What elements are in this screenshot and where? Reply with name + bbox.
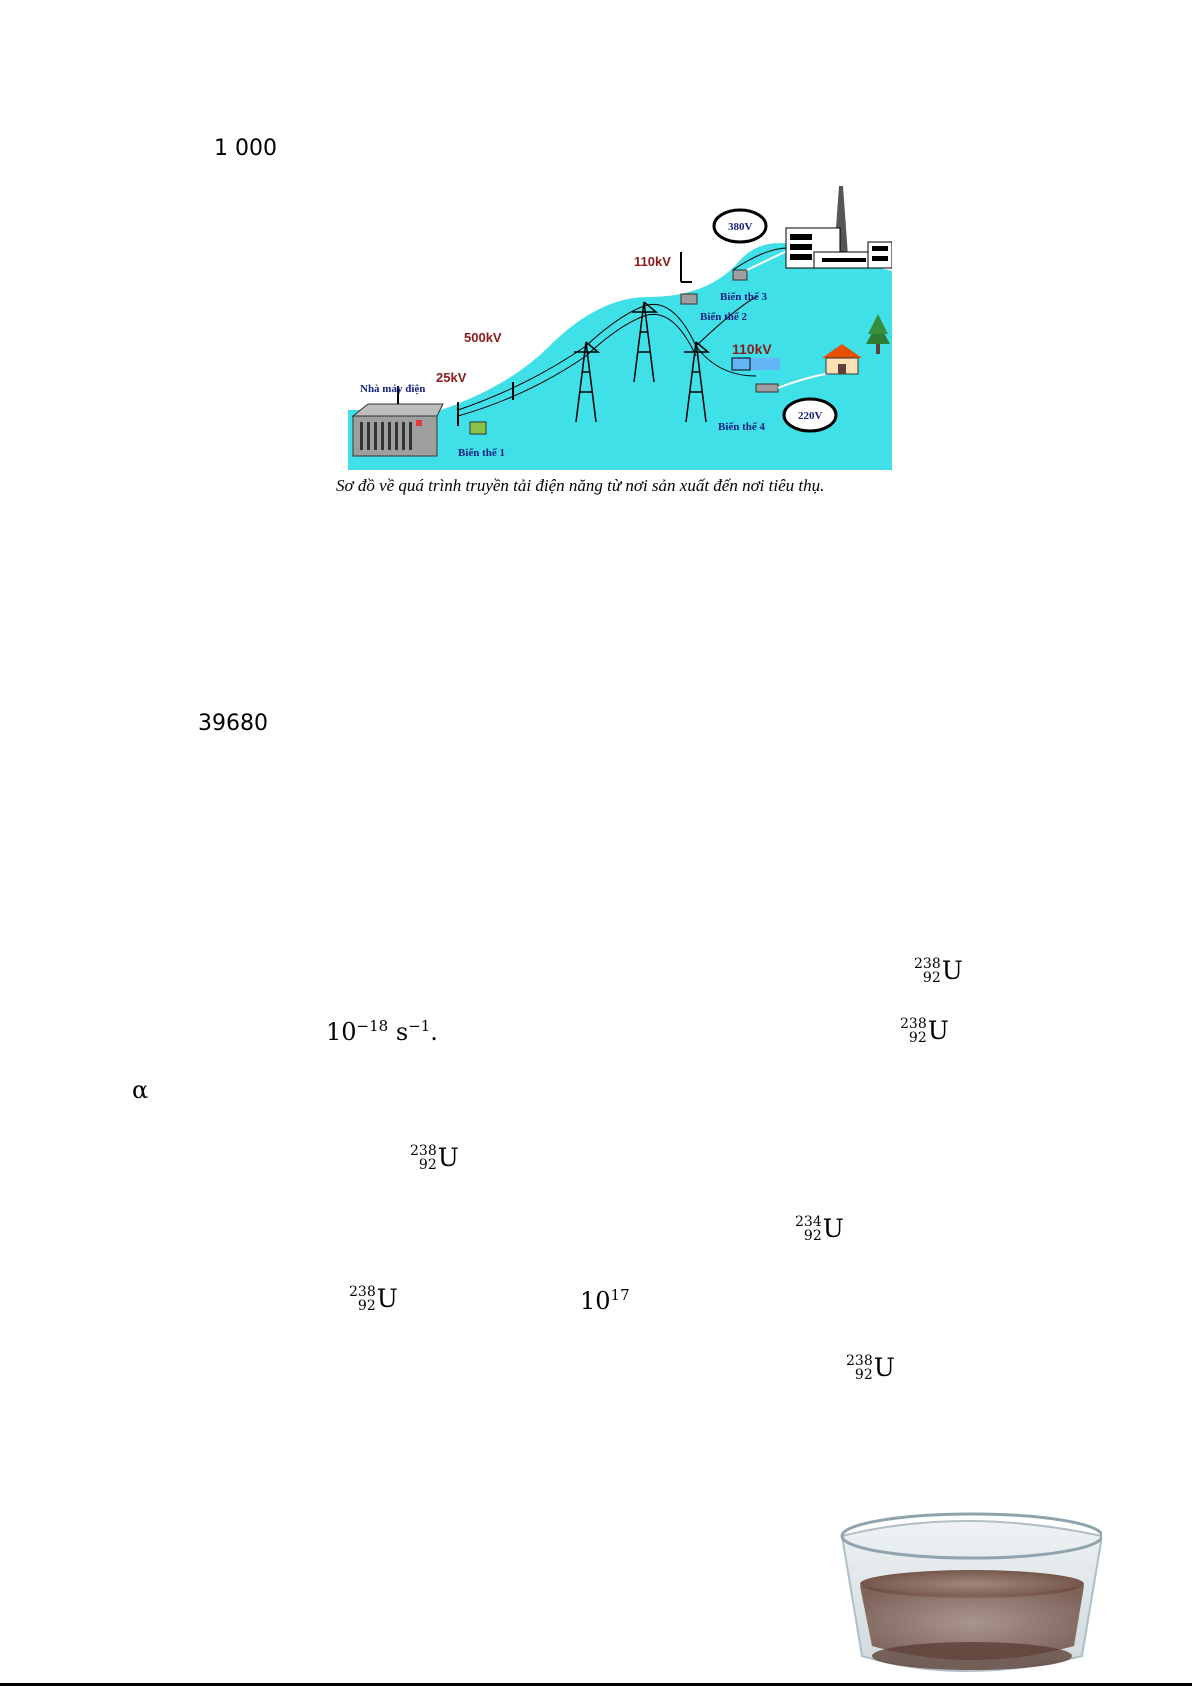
label-220v: 220V: [798, 410, 823, 422]
diagram-caption: Sơ đồ về quá trình truyền tải điện năng từ nơi sản xuất đến nơi tiêu thụ.: [336, 476, 825, 495]
power-plant-label: Nhà máy điện: [360, 383, 426, 395]
glass-bowl-image: [822, 1506, 1102, 1686]
transformer-1-icon: [470, 422, 486, 434]
nuclide-u238: 238 92 U: [349, 1284, 398, 1314]
number-39680: 39680: [198, 711, 268, 736]
label-110kv-b: 110kV: [732, 341, 772, 357]
nuclide-u238: 238 92 U: [914, 956, 963, 986]
label-25kv: 25kV: [436, 370, 467, 385]
nuclide-u238: 238 92 U: [846, 1353, 895, 1383]
power-plant-icon: [353, 404, 443, 456]
transformer-3-icon: [733, 270, 747, 280]
voltage-box: [732, 358, 780, 370]
decay-constant: $10^{-18}$ $s^{-1}$.: [326, 1017, 438, 1046]
nuclide-u238: 238 92 U: [900, 1016, 949, 1046]
alpha-symbol: α: [132, 1076, 149, 1104]
ten-power-17: $10^{17}$: [580, 1286, 630, 1315]
nuclide-u234: 234 92 U: [795, 1214, 844, 1244]
label-transformer-2: Biến thế 2: [700, 311, 748, 323]
power-transmission-diagram: [348, 186, 892, 470]
label-110kv-a: 110kV: [634, 254, 671, 269]
label-transformer-3: Biến thế 3: [720, 291, 768, 303]
label-transformer-1: Biến thế 1: [458, 447, 506, 459]
label-500kv: 500kV: [464, 330, 502, 345]
transformer-4-icon: [756, 384, 778, 392]
nuclide-u238: 238 92 U: [410, 1143, 459, 1173]
number-1000: 1 000: [214, 136, 277, 161]
label-transformer-4: Biến thế 4: [718, 421, 766, 433]
label-380v: 380V: [728, 221, 753, 233]
factory-icon: [786, 186, 892, 268]
transformer-2-icon: [681, 294, 697, 304]
